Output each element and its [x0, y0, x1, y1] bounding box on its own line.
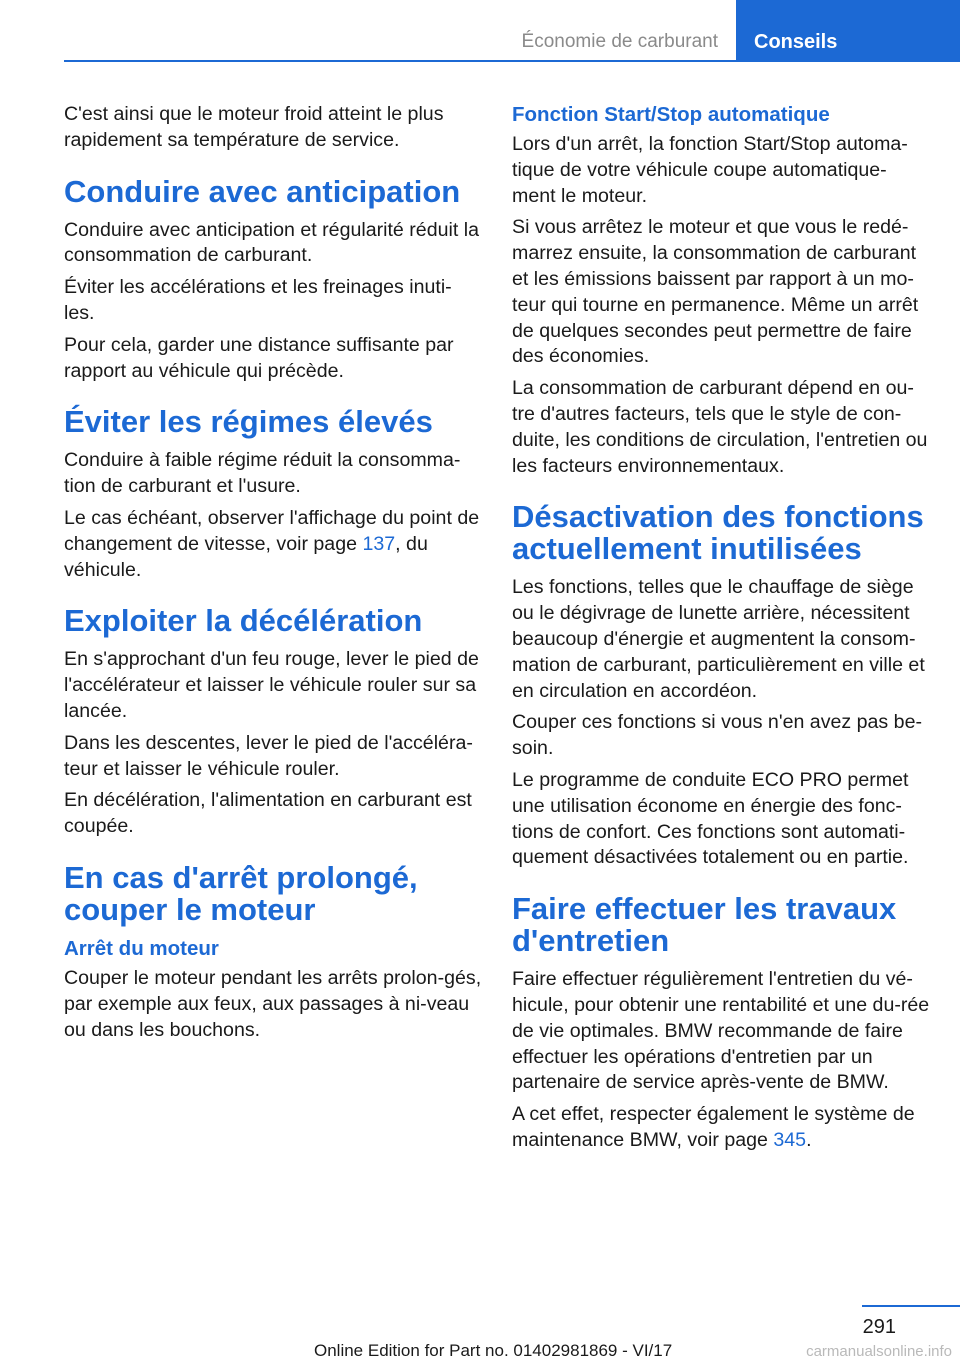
- subsection-title-arret-moteur: Arrêt du moteur: [64, 936, 219, 960]
- paragraph: Si vous arrêtez le moteur et que vous le redé-marrez ensuite, la consommation de carburant et les émissions baissent par rapport à un mo-teur qui tourne en permanence. Même un arrêt de quelques secondes peut permettre de faire des économies.: [512, 216, 919, 368]
- paragraph-text: , du véhicule.: [64, 532, 428, 581]
- header-section-title: Économie de carburant: [521, 31, 718, 52]
- paragraph: Faire effectuer régulièrement l'entretien du vé-hicule, pour obtenir une rentabilité et une du-rée de vie optimales. BMW recommande de faire effectuer les opérations d'entretien par un partenaire de service après-vente de BMW.: [512, 968, 930, 1094]
- header-rule: [64, 60, 960, 62]
- paragraph: En s'approchant d'un feu rouge, lever le pied de l'accélérateur et laisser le véhicule rouler sur sa lancée.: [64, 648, 479, 722]
- section-title-entretien: Faire effectuer les travaux d'entretien: [512, 891, 897, 959]
- paragraph: Couper le moteur pendant les arrêts prolon-gés, par exemple aux feux, aux passages à ni-veau ou dans les bouchons.: [64, 966, 482, 1041]
- section-title-regimes: Éviter les régimes élevés: [64, 404, 433, 440]
- page-link-137[interactable]: 137: [362, 532, 396, 555]
- paragraph: Conduire avec anticipation et régularité réduit la consommation de carburant.: [64, 218, 479, 267]
- footer-edition: Online Edition for Part no. 01402981869 - VI/17: [314, 1341, 673, 1360]
- section-title-desactivation: Désactivation des fonctions actuellement inutilisées: [512, 499, 924, 567]
- left-column: [64, 102, 482, 1049]
- footer-rule: [862, 1305, 960, 1307]
- footer-watermark: carmanualsonline.info: [806, 1343, 952, 1360]
- section-title-anticipation: Conduire avec anticipation: [64, 173, 461, 209]
- paragraph-text: .: [806, 1128, 812, 1151]
- right-column: [512, 102, 930, 1160]
- section-title-arret-prolonge: En cas d'arrêt prolongé, couper le moteur: [64, 859, 418, 927]
- paragraph: Dans les descentes, lever le pied de l'accéléra-teur et laisser le véhicule rouler.: [64, 731, 473, 780]
- page-number: 291: [862, 1316, 896, 1338]
- paragraph: En décélération, l'alimentation en carburant est coupée.: [64, 789, 472, 838]
- paragraph: La consommation de carburant dépend en ou-tre d'autres facteurs, tels que le style de con-duite, les conditions de circulation, l'entretien ou les facteurs environnementaux.: [512, 377, 928, 477]
- paragraph: [512, 1102, 930, 1154]
- paragraph: Les fonctions, telles que le chauffage de siège ou le dégivrage de lunette arrière, nécessitent beaucoup d'énergie et augmentent la consom-mation de carburant, particulièrement en ville et en circulation en accordéon.: [512, 576, 925, 702]
- section-title-deceleration: Exploiter la décélération: [64, 603, 423, 639]
- paragraph: Le programme de conduite ECO PRO permet une utilisation économe en énergie des fonc-tions de confort. Ces fonctions sont automati-quement désactivées totalement ou en partie.: [512, 768, 909, 869]
- subsection-title-start-stop: Fonction Start/Stop automatique: [512, 103, 830, 126]
- paragraph: Conduire à faible régime réduit la consomma-tion de carburant et l'usure.: [64, 449, 461, 498]
- paragraph: Pour cela, garder une distance suffisante par rapport au véhicule qui précède.: [64, 333, 454, 382]
- paragraph: Lors d'un arrêt, la fonction Start/Stop automa-tique de votre véhicule coupe automatique-ment le moteur.: [512, 133, 908, 207]
- paragraph: [64, 506, 482, 583]
- page-header: [0, 0, 960, 62]
- header-tab-conseils: Conseils: [736, 0, 960, 62]
- paragraph: Couper ces fonctions si vous n'en avez pas be-soin.: [512, 711, 922, 760]
- paragraph-text: Le cas échéant, observer l'affichage du point de changement de vitesse, voir page: [64, 506, 480, 555]
- paragraph-text: A cet effet, respecter également le système de maintenance BMW, voir page: [512, 1103, 915, 1151]
- paragraph: Éviter les accélérations et les freinages inuti-les.: [64, 276, 452, 324]
- page-link-345[interactable]: 345: [773, 1128, 807, 1151]
- intro-paragraph: C'est ainsi que le moteur froid atteint le plus rapidement sa température de service.: [64, 103, 444, 151]
